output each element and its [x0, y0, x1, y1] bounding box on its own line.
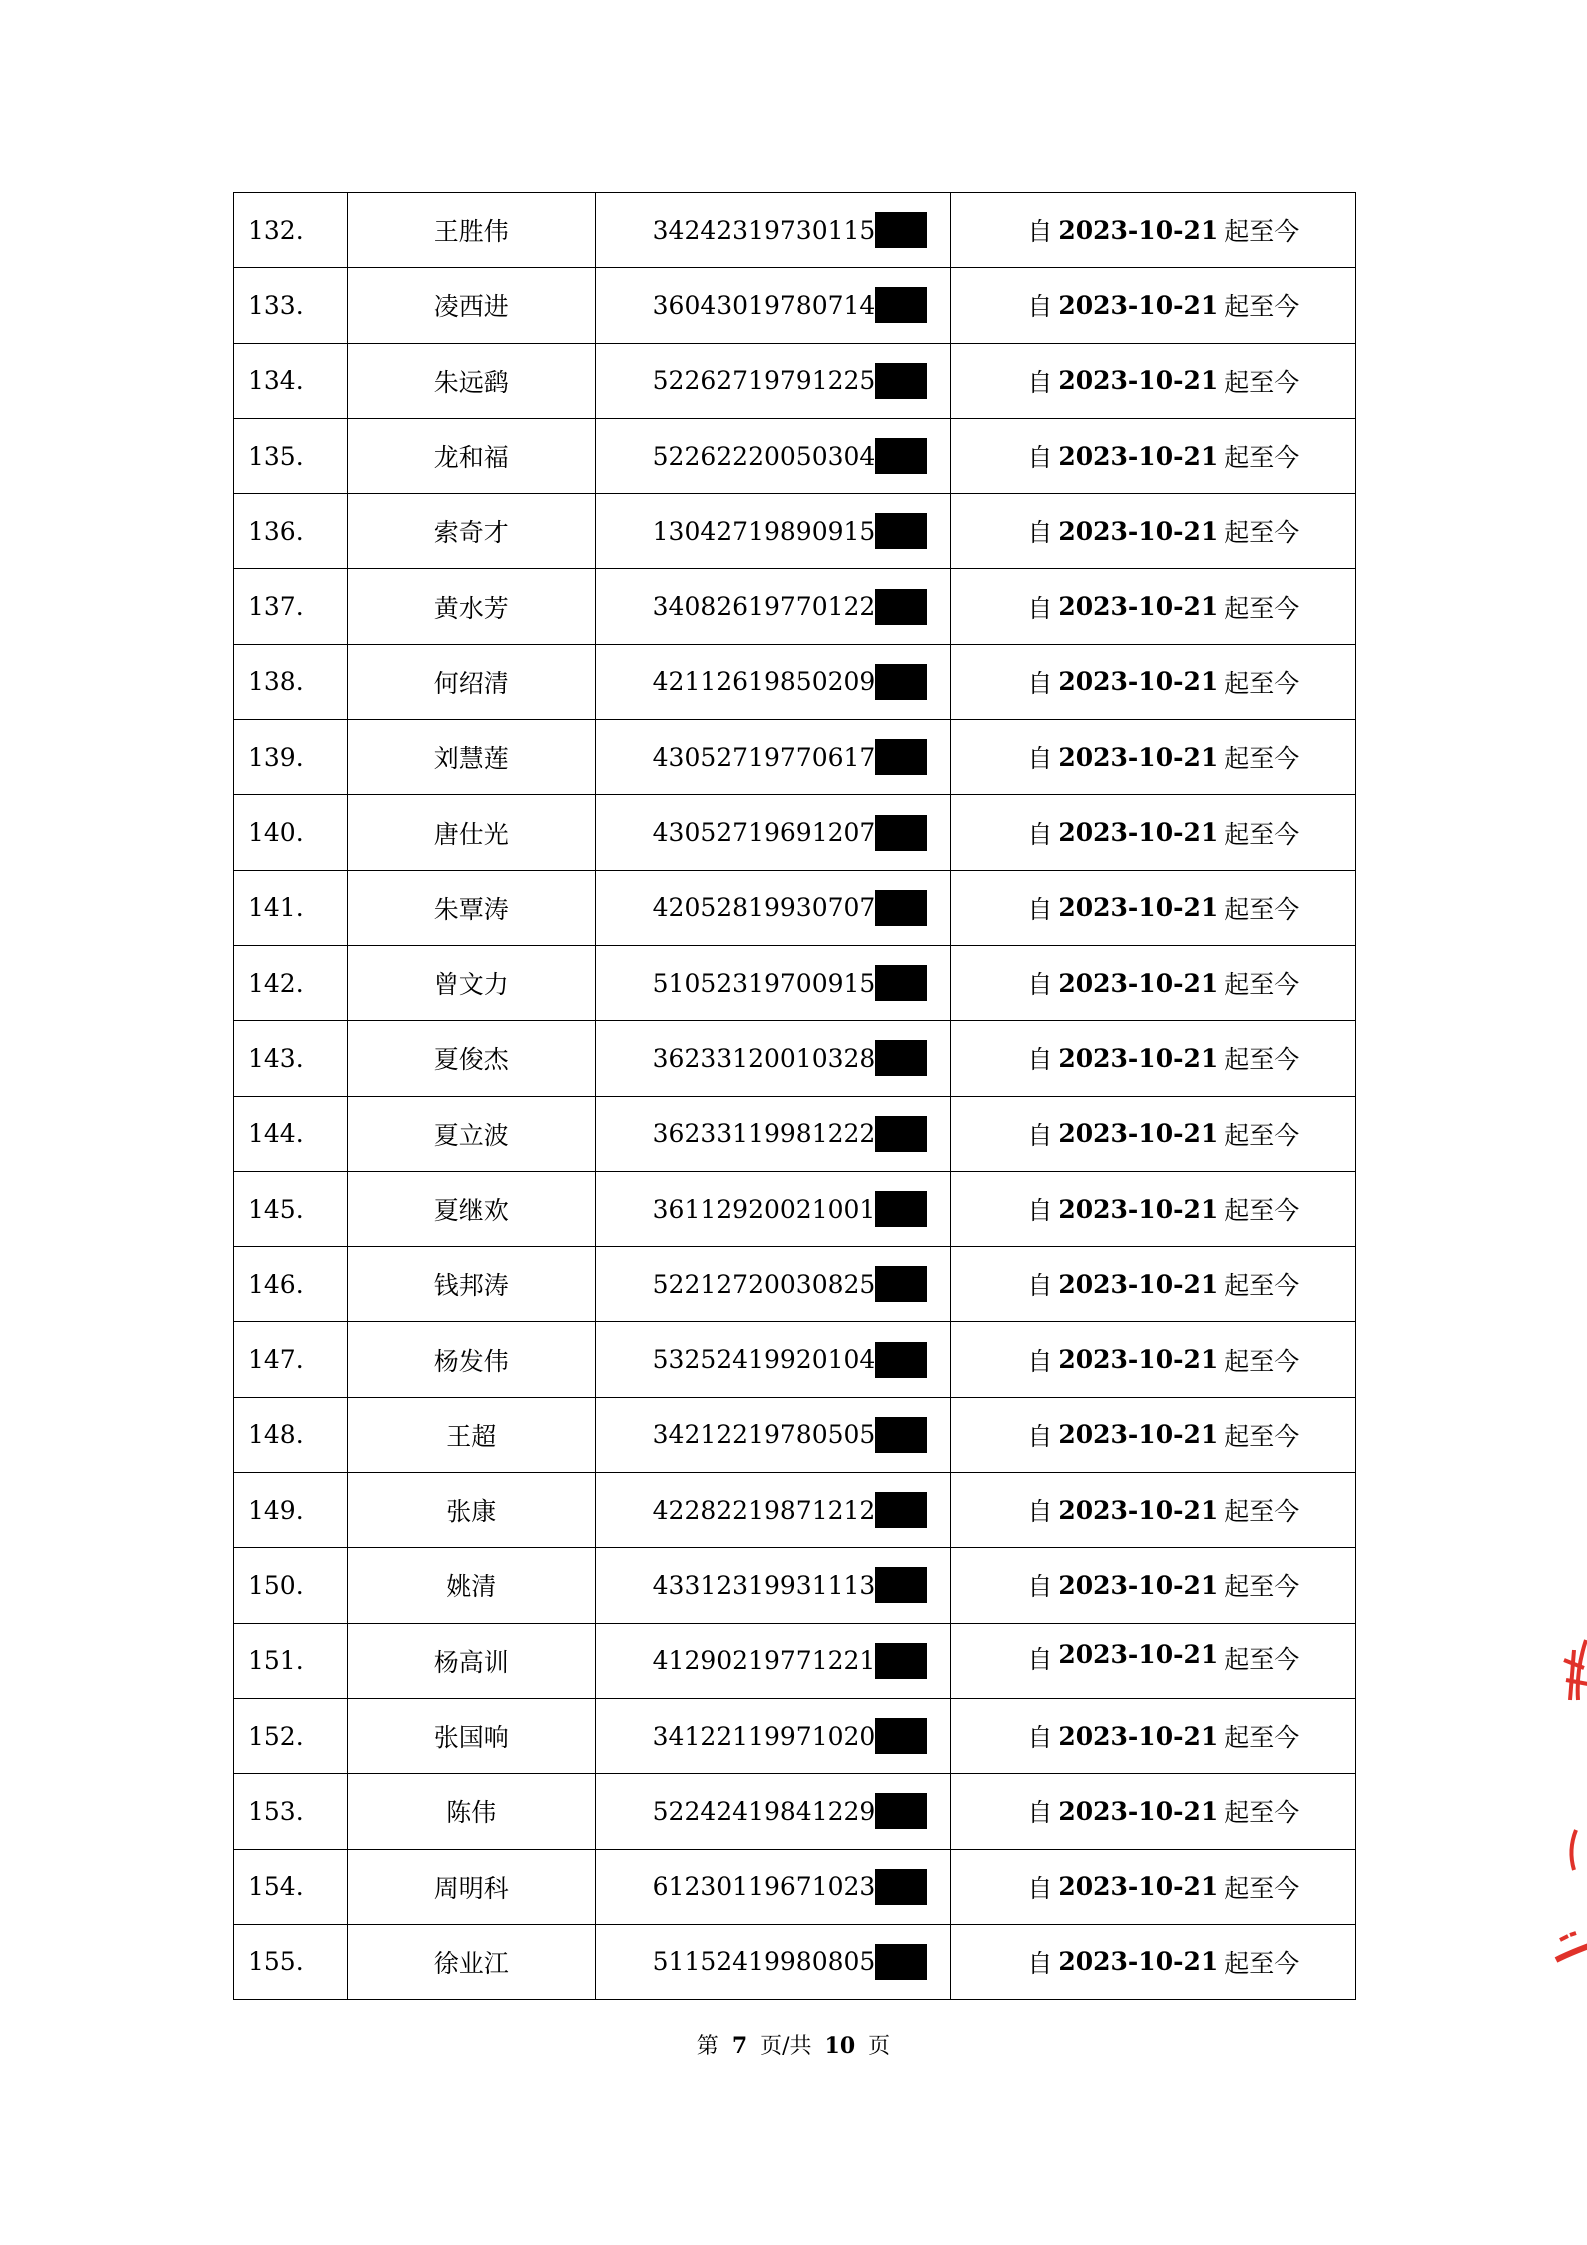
- person-name: 王胜伟: [348, 193, 596, 268]
- footer-middle: 页/共: [760, 2034, 812, 2059]
- redaction-block: [875, 1793, 927, 1829]
- effective-date-cell: [951, 946, 1356, 1021]
- id-number-cell: [596, 569, 952, 644]
- effective-date-cell: [951, 569, 1356, 644]
- effective-date-cell: [951, 268, 1356, 343]
- table-row: [234, 1624, 1356, 1699]
- id-number: 13042719890915: [652, 516, 876, 546]
- redaction-block: [875, 1342, 927, 1378]
- id-number-cell: [596, 1925, 952, 2000]
- row-number: 154.: [234, 1850, 348, 1925]
- redaction-block: [875, 438, 927, 474]
- id-number-cell: [596, 1097, 952, 1172]
- effective-date-cell: [951, 1925, 1356, 2000]
- person-name: 夏继欢: [348, 1172, 596, 1247]
- effective-date-cell: [951, 419, 1356, 494]
- date-suffix: 起至今: [1224, 1120, 1300, 1150]
- table-row: [234, 795, 1356, 870]
- date-prefix: 自: [1027, 1723, 1053, 1753]
- date-prefix: 自: [1027, 1798, 1053, 1828]
- id-number-cell: [596, 1021, 952, 1096]
- row-number: 134.: [234, 344, 348, 419]
- effective-date: 2023-10-21: [1058, 290, 1219, 320]
- effective-date: 2023-10-21: [1058, 1495, 1219, 1525]
- date-suffix: 起至今: [1224, 1873, 1300, 1903]
- table-row: [234, 1925, 1356, 2000]
- id-number: 36112920021001: [652, 1194, 876, 1224]
- row-number: 135.: [234, 419, 348, 494]
- person-name: 夏立波: [348, 1097, 596, 1172]
- redaction-block: [875, 1567, 927, 1603]
- date-suffix: 起至今: [1224, 1948, 1300, 1978]
- effective-date-cell: [951, 344, 1356, 419]
- footer-prefix: 第: [696, 2034, 719, 2059]
- date-suffix: 起至今: [1224, 1421, 1300, 1451]
- person-name: 何绍清: [348, 645, 596, 720]
- row-number: 133.: [234, 268, 348, 343]
- row-number: 146.: [234, 1247, 348, 1322]
- id-number-cell: [596, 193, 952, 268]
- person-name: 黄水芳: [348, 569, 596, 644]
- id-number-cell: [596, 1774, 952, 1849]
- redaction-block: [875, 1191, 927, 1227]
- row-number: 140.: [234, 795, 348, 870]
- effective-date-cell: [951, 494, 1356, 569]
- id-number-cell: [596, 1322, 952, 1397]
- table-row: [234, 268, 1356, 343]
- redaction-block: [875, 1266, 927, 1302]
- date-prefix: 自: [1027, 518, 1053, 548]
- id-number-cell: [596, 494, 952, 569]
- date-prefix: 自: [1027, 1045, 1053, 1075]
- table-row: [234, 1247, 1356, 1322]
- id-number: 53252419920104: [652, 1345, 876, 1375]
- effective-date-cell: [951, 1322, 1356, 1397]
- date-prefix: 自: [1027, 970, 1053, 1000]
- id-number-cell: [596, 1699, 952, 1774]
- date-prefix: 自: [1027, 1346, 1053, 1376]
- redaction-block: [875, 739, 927, 775]
- table-row: [234, 494, 1356, 569]
- current-page: 7: [731, 2033, 748, 2059]
- date-suffix: 起至今: [1224, 518, 1300, 548]
- date-prefix: 自: [1027, 1271, 1053, 1301]
- person-name: 姚清: [348, 1548, 596, 1623]
- redaction-block: [875, 965, 927, 1001]
- id-number-cell: [596, 1473, 952, 1548]
- date-prefix: 自: [1027, 367, 1053, 397]
- table-row: [234, 1473, 1356, 1548]
- date-suffix: 起至今: [1224, 819, 1300, 849]
- redaction-block: [875, 1944, 927, 1980]
- table-row: [234, 871, 1356, 946]
- table-row: [234, 419, 1356, 494]
- id-number: 34122119971020: [652, 1721, 876, 1751]
- row-number: 141.: [234, 871, 348, 946]
- table-row: [234, 645, 1356, 720]
- id-number-cell: [596, 720, 952, 795]
- redaction-block: [875, 589, 927, 625]
- redaction-block: [875, 815, 927, 851]
- effective-date-cell: [951, 1548, 1356, 1623]
- redaction-block: [875, 1718, 927, 1754]
- effective-date: 2023-10-21: [1058, 742, 1219, 772]
- table-row: [234, 1699, 1356, 1774]
- person-name: 朱远鹞: [348, 344, 596, 419]
- id-number-cell: [596, 795, 952, 870]
- person-name: 陈伟: [348, 1774, 596, 1849]
- effective-date: 2023-10-21: [1058, 968, 1219, 998]
- effective-date: 2023-10-21: [1058, 366, 1219, 396]
- id-number-cell: [596, 1548, 952, 1623]
- effective-date: 2023-10-21: [1058, 1269, 1219, 1299]
- id-number: 42052819930707: [652, 893, 876, 923]
- date-suffix: 起至今: [1224, 443, 1300, 473]
- row-number: 136.: [234, 494, 348, 569]
- effective-date-cell: [951, 193, 1356, 268]
- effective-date: 2023-10-21: [1058, 1119, 1219, 1149]
- personnel-table: [233, 192, 1356, 2000]
- date-prefix: 自: [1027, 443, 1053, 473]
- effective-date: 2023-10-21: [1058, 667, 1219, 697]
- person-name: 夏俊杰: [348, 1021, 596, 1096]
- row-number: 137.: [234, 569, 348, 644]
- effective-date: 2023-10-21: [1058, 1796, 1219, 1826]
- id-number: 36043019780714: [652, 290, 876, 320]
- table-row: [234, 1021, 1356, 1096]
- id-number: 43312319931113: [652, 1570, 876, 1600]
- row-number: 148.: [234, 1398, 348, 1473]
- person-name: 索奇才: [348, 494, 596, 569]
- id-number: 43052719691207: [652, 818, 876, 848]
- date-suffix: 起至今: [1224, 1723, 1300, 1753]
- id-number-cell: [596, 1624, 952, 1699]
- page-footer: [0, 2029, 1587, 2060]
- id-number-cell: [596, 871, 952, 946]
- table-row: [234, 1548, 1356, 1623]
- row-number: 138.: [234, 645, 348, 720]
- redaction-block: [875, 287, 927, 323]
- date-prefix: 自: [1027, 292, 1053, 322]
- table-row: [234, 569, 1356, 644]
- effective-date-cell: [951, 871, 1356, 946]
- date-suffix: 起至今: [1224, 668, 1300, 698]
- date-suffix: 起至今: [1224, 593, 1300, 623]
- effective-date: 2023-10-21: [1058, 1947, 1219, 1977]
- person-name: 杨高训: [348, 1624, 596, 1699]
- effective-date-cell: [951, 1850, 1356, 1925]
- effective-date-cell: [951, 720, 1356, 795]
- redaction-block: [875, 513, 927, 549]
- person-name: 张康: [348, 1473, 596, 1548]
- redaction-block: [875, 1492, 927, 1528]
- date-prefix: 自: [1027, 1644, 1053, 1674]
- date-suffix: 起至今: [1224, 970, 1300, 1000]
- row-number: 142.: [234, 946, 348, 1021]
- date-suffix: 起至今: [1224, 894, 1300, 924]
- redaction-block: [875, 1643, 927, 1679]
- id-number: 36233120010328: [652, 1043, 876, 1073]
- footer-suffix: 页: [868, 2034, 891, 2059]
- row-number: 139.: [234, 720, 348, 795]
- person-name: 朱覃涛: [348, 871, 596, 946]
- effective-date: 2023-10-21: [1058, 215, 1219, 245]
- table-row: [234, 1774, 1356, 1849]
- date-prefix: 自: [1027, 593, 1053, 623]
- table-row: [234, 1398, 1356, 1473]
- date-prefix: 自: [1027, 819, 1053, 849]
- redaction-block: [875, 1417, 927, 1453]
- id-number-cell: [596, 419, 952, 494]
- total-pages: 10: [824, 2033, 856, 2059]
- date-prefix: 自: [1027, 668, 1053, 698]
- effective-date: 2023-10-21: [1058, 1194, 1219, 1224]
- table-row: [234, 344, 1356, 419]
- effective-date: 2023-10-21: [1058, 893, 1219, 923]
- row-number: 132.: [234, 193, 348, 268]
- effective-date: 2023-10-21: [1058, 1872, 1219, 1902]
- date-suffix: 起至今: [1224, 1497, 1300, 1527]
- date-suffix: 起至今: [1224, 1572, 1300, 1602]
- person-name: 曾文力: [348, 946, 596, 1021]
- date-prefix: 自: [1027, 1873, 1053, 1903]
- person-name: 杨发伟: [348, 1322, 596, 1397]
- table-row: [234, 1097, 1356, 1172]
- id-number: 52262220050304: [652, 441, 876, 471]
- id-number: 52262719791225: [652, 366, 876, 396]
- person-name: 唐仕光: [348, 795, 596, 870]
- id-number: 51052319700915: [652, 968, 876, 998]
- date-prefix: 自: [1027, 1196, 1053, 1225]
- date-suffix: 起至今: [1224, 1196, 1300, 1225]
- effective-date-cell: [951, 1097, 1356, 1172]
- effective-date-cell: [951, 1473, 1356, 1548]
- effective-date: 2023-10-21: [1058, 1043, 1219, 1073]
- row-number: 151.: [234, 1624, 348, 1699]
- id-number: 43052719770617: [652, 742, 876, 772]
- person-name: 徐业江: [348, 1925, 596, 2000]
- redaction-block: [875, 1040, 927, 1076]
- date-suffix: 起至今: [1224, 1346, 1300, 1376]
- id-number-cell: [596, 1398, 952, 1473]
- date-prefix: 自: [1027, 1572, 1053, 1602]
- effective-date: 2023-10-21: [1058, 1639, 1219, 1669]
- date-prefix: 自: [1027, 217, 1053, 247]
- row-number: 155.: [234, 1925, 348, 2000]
- date-suffix: 起至今: [1224, 217, 1300, 247]
- effective-date: 2023-10-21: [1058, 1721, 1219, 1751]
- table-row: [234, 1322, 1356, 1397]
- effective-date: 2023-10-21: [1058, 818, 1219, 848]
- person-name: 张国响: [348, 1699, 596, 1774]
- row-number: 147.: [234, 1322, 348, 1397]
- effective-date: 2023-10-21: [1058, 1570, 1219, 1600]
- date-prefix: 自: [1027, 1421, 1053, 1451]
- redaction-block: [875, 1869, 927, 1905]
- table-row: [234, 1172, 1356, 1247]
- id-number-cell: [596, 1247, 952, 1322]
- id-number: 42112619850209: [652, 667, 876, 697]
- id-number: 51152419980805: [652, 1947, 876, 1977]
- effective-date-cell: [951, 1247, 1356, 1322]
- row-number: 149.: [234, 1473, 348, 1548]
- id-number: 61230119671023: [652, 1872, 876, 1902]
- redaction-block: [875, 212, 927, 248]
- effective-date-cell: [951, 1398, 1356, 1473]
- table-row: [234, 946, 1356, 1021]
- person-name: 凌西进: [348, 268, 596, 343]
- effective-date-cell: [951, 795, 1356, 870]
- row-number: 152.: [234, 1699, 348, 1774]
- effective-date-cell: [951, 1699, 1356, 1774]
- effective-date-cell: [951, 1774, 1356, 1849]
- date-suffix: 起至今: [1224, 744, 1300, 774]
- row-number: 143.: [234, 1021, 348, 1096]
- date-prefix: 自: [1027, 894, 1053, 924]
- person-name: 周明科: [348, 1850, 596, 1925]
- id-number-cell: [596, 268, 952, 343]
- id-number-cell: [596, 344, 952, 419]
- effective-date: 2023-10-21: [1058, 1345, 1219, 1375]
- date-prefix: 自: [1027, 744, 1053, 774]
- red-seal-stamp-partial: [1546, 1600, 1587, 2020]
- id-number: 34212219780505: [652, 1420, 876, 1450]
- redaction-block: [875, 890, 927, 926]
- effective-date-cell: [951, 645, 1356, 720]
- person-name: 王超: [348, 1398, 596, 1473]
- id-number-cell: [596, 1850, 952, 1925]
- table-row: [234, 193, 1356, 268]
- date-suffix: 起至今: [1224, 367, 1300, 397]
- date-suffix: 起至今: [1224, 1644, 1300, 1674]
- table-row: [234, 1850, 1356, 1925]
- effective-date: 2023-10-21: [1058, 516, 1219, 546]
- effective-date-cell: [951, 1624, 1356, 1699]
- id-number: 34082619770122: [652, 592, 876, 622]
- redaction-block: [875, 1116, 927, 1152]
- person-name: 刘慧莲: [348, 720, 596, 795]
- id-number: 52212720030825: [652, 1269, 876, 1299]
- id-number: 41290219771221: [652, 1646, 876, 1676]
- id-number: 52242419841229: [652, 1796, 876, 1826]
- redaction-block: [875, 664, 927, 700]
- date-prefix: 自: [1027, 1120, 1053, 1150]
- row-number: 150.: [234, 1548, 348, 1623]
- id-number-cell: [596, 645, 952, 720]
- person-name: 龙和福: [348, 419, 596, 494]
- id-number-cell: [596, 1172, 952, 1247]
- effective-date-cell: [951, 1021, 1356, 1096]
- date-suffix: 起至今: [1224, 1798, 1300, 1828]
- date-suffix: 起至今: [1224, 292, 1300, 322]
- date-prefix: 自: [1027, 1948, 1053, 1978]
- date-prefix: 自: [1027, 1497, 1053, 1527]
- id-number: 34242319730115: [652, 215, 876, 245]
- id-number: 36233119981222: [652, 1119, 876, 1149]
- id-number-cell: [596, 946, 952, 1021]
- table-row: [234, 720, 1356, 795]
- effective-date: 2023-10-21: [1058, 592, 1219, 622]
- effective-date-cell: [951, 1172, 1356, 1247]
- id-number: 42282219871212: [652, 1495, 876, 1525]
- row-number: 145.: [234, 1172, 348, 1247]
- row-number: 153.: [234, 1774, 348, 1849]
- row-number: 144.: [234, 1097, 348, 1172]
- person-name: 钱邦涛: [348, 1247, 596, 1322]
- date-suffix: 起至今: [1224, 1271, 1300, 1301]
- effective-date: 2023-10-21: [1058, 1420, 1219, 1450]
- effective-date: 2023-10-21: [1058, 441, 1219, 471]
- date-suffix: 起至今: [1224, 1045, 1300, 1075]
- redaction-block: [875, 363, 927, 399]
